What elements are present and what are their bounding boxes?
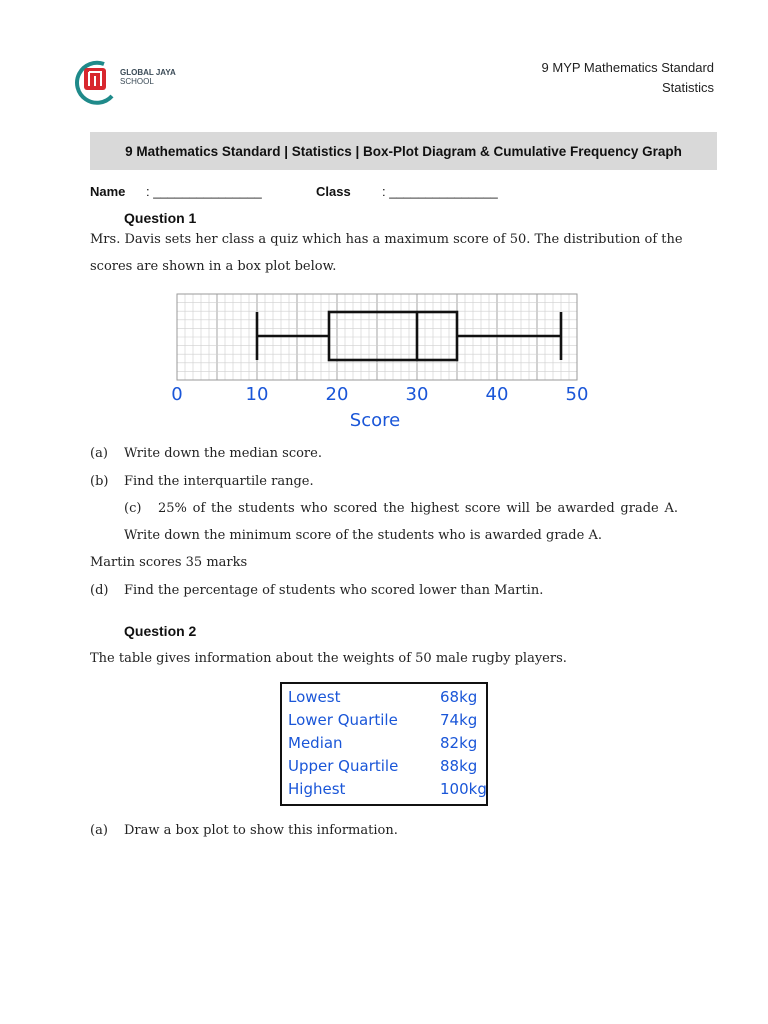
weights-row-value: 82kg [440, 734, 478, 752]
weights-row [288, 688, 484, 711]
q2-intro: The table gives information about the weights of 50 male rugby players. [90, 651, 567, 666]
chart-ticks [171, 384, 588, 405]
class-label: Class [316, 184, 351, 199]
topic-name: Statistics [661, 80, 714, 95]
tick-label: 0 [171, 384, 183, 405]
tick-label: 30 [405, 384, 429, 405]
tick-label: 10 [245, 384, 269, 405]
q1b-label: (b) [90, 474, 109, 489]
q1b-text: Find the interquartile range. [124, 474, 314, 489]
school-logo [74, 58, 194, 106]
question-2-heading: Question 2 [124, 623, 197, 639]
weights-row [288, 757, 484, 780]
q1c-text: 25% of the students who scored the highest score will be awarded grade A. [158, 501, 678, 516]
q1c-text-line2: Write down the minimum score of the students who is awarded grade A. [124, 528, 602, 543]
weights-row [288, 780, 487, 803]
logo-emblem-icon [74, 58, 118, 106]
martin-statement: Martin scores 35 marks [90, 555, 248, 570]
weights-row-label: Highest [288, 780, 346, 798]
weights-row [288, 711, 484, 734]
q1-intro-line1: Mrs. Davis sets her class a quiz which has a maximum score of 50. The distribution of the [90, 232, 683, 247]
q1a-label: (a) [90, 446, 108, 461]
q1d-label: (d) [90, 583, 109, 598]
tick-label: 20 [325, 384, 349, 405]
weights-row-value: 88kg [440, 757, 478, 775]
logo-name: GLOBAL JAYA [120, 68, 176, 77]
weights-row-label: Lower Quartile [288, 711, 398, 729]
weights-row-value: 74kg [440, 711, 478, 729]
box-plot-chart [160, 290, 600, 435]
q1c-label: (c) [124, 501, 142, 516]
course-name: 9 MYP Mathematics Standard [541, 60, 714, 75]
weights-row-value: 68kg [440, 688, 478, 706]
class-field[interactable]: : _______________ [382, 184, 498, 199]
weights-table [280, 682, 488, 806]
logo-subtitle: SCHOOL [120, 77, 154, 86]
q2a-label: (a) [90, 823, 108, 838]
header-info [542, 58, 714, 98]
name-field[interactable]: : _______________ [146, 184, 262, 199]
weights-row-value: 100kg [440, 780, 487, 798]
q1a-text: Write down the median score. [124, 446, 322, 461]
name-label: Name [90, 184, 126, 199]
q1d-text: Find the percentage of students who scored lower than Martin. [124, 583, 544, 598]
q2a-text: Draw a box plot to show this information. [124, 823, 398, 838]
tick-label: 50 [565, 384, 589, 405]
page-title: 9 Mathematics Standard | Statistics | Box-Plot Diagram & Cumulative Frequency Graph [90, 132, 717, 170]
weights-row-label: Lowest [288, 688, 341, 706]
q1-intro-line2: scores are shown in a box plot below. [90, 259, 337, 274]
question-1-heading: Question 1 [124, 210, 197, 226]
x-axis-label: Score [349, 410, 401, 431]
weights-row-label: Upper Quartile [288, 757, 399, 775]
weights-row [288, 734, 484, 757]
weights-row-label: Median [288, 734, 343, 752]
tick-label: 40 [485, 384, 509, 405]
